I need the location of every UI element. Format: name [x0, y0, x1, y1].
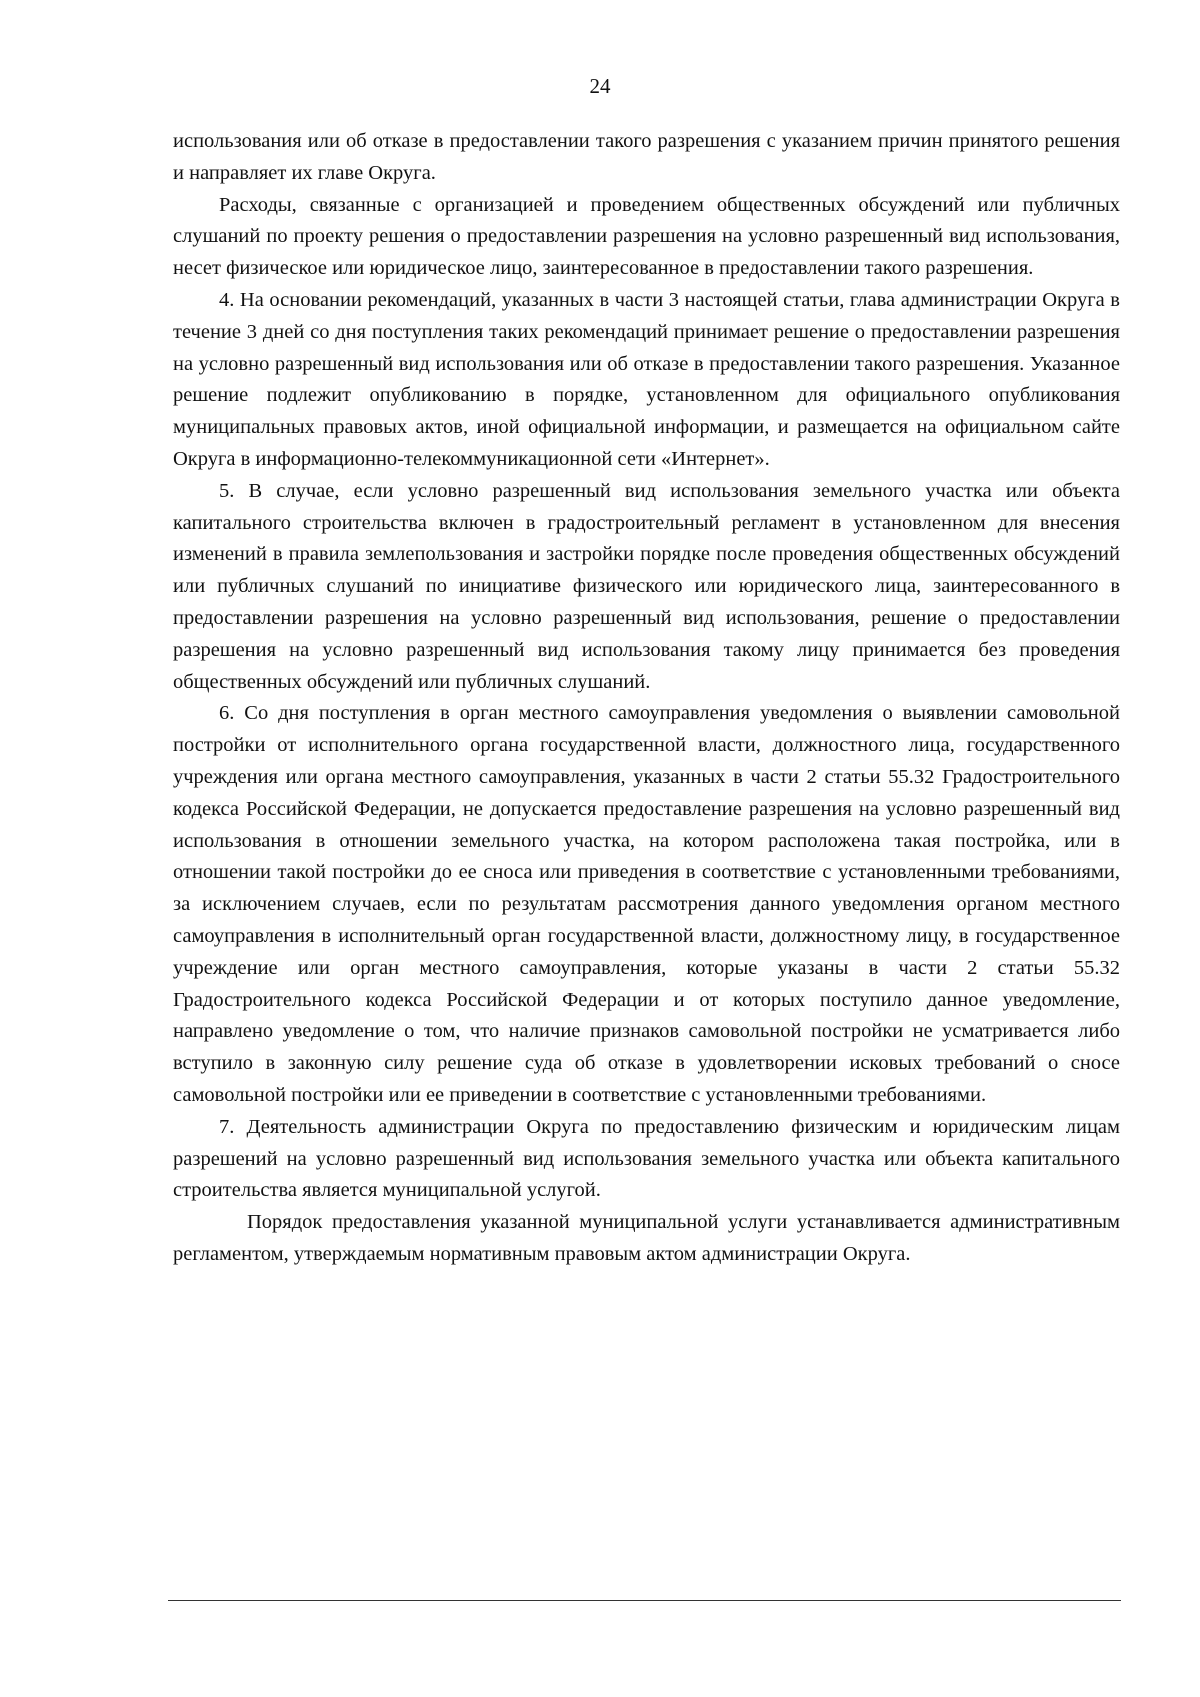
- paragraph-procedure: Порядок предоставления указанной муниципальной услуги устанавливается административным регламентом, утверждаемым нормативным правовым актом администрации Округа.: [173, 1211, 1120, 1265]
- paragraph-item-7: 7. Деятельность администрации Округа по предоставлению физическим и юридическим лицам разрешений на условно разрешенный вид использования земельного участка или объекта капитального строительства является муниципальной услугой.: [173, 1115, 1120, 1202]
- document-body: [173, 126, 1120, 1271]
- page-number: 24: [589, 74, 611, 98]
- footer-divider: [168, 1600, 1121, 1601]
- paragraph-continuation: использования или об отказе в предоставлении такого разрешения с указанием причин принятого решения и направляет их главе Округа.: [173, 130, 1120, 184]
- paragraph-expenses: Расходы, связанные с организацией и проведением общественных обсуждений или публичных слушаний по проекту решения о предоставлении разрешения на условно разрешенный вид использования, несет физическое или юридическое лицо, заинтересованное в предоставлении такого разрешения.: [173, 193, 1120, 280]
- paragraph-item-4: 4. На основании рекомендаций, указанных в части 3 настоящей статьи, глава администрации Округа в течение 3 дней со дня поступления таких рекомендаций принимает решение о предоставлении разрешения на условно разрешенный вид использования или об отказе в предоставлении такого разрешения. Указанное решение подлежит опубликованию в порядке, установленном для официального опубликования муниципальных правовых актов, иной официальной информации, и размещается на официальном сайте Округа в информационно-телекоммуникационной сети «Интернет».: [173, 288, 1120, 470]
- paragraph-item-5: 5. В случае, если условно разрешенный вид использования земельного участка или объекта капитального строительства включен в градостроительный регламент в установленном для внесения изменений в правила землепользования и застройки порядке после проведения общественных обсуждений или публичных слушаний по инициативе физического или юридического лица, заинтересованного в предоставлении разрешения на условно разрешенный вид использования, решение о предоставлении разрешения на условно разрешенный вид использования такому лицу принимается без проведения общественных обсуждений или публичных слушаний.: [173, 479, 1120, 693]
- paragraph-item-6: 6. Со дня поступления в орган местного самоуправления уведомления о выявлении самовольной постройки от исполнительного органа государственной власти, должностного лица, государственного учреждения или органа местного самоуправления, указанных в части 2 статьи 55.32 Градостроительного кодекса Российской Федерации, не допускается предоставление разрешения на условно разрешенный вид использования в отношении земельного участка, на котором расположена такая постройка, или в отношении такой постройки до ее сноса или приведения в соответствие с установленными требованиями, за исключением случаев, если по результатам рассмотрения данного уведомления органом местного самоуправления в исполнительный орган государственной власти, должностному лицу, в государственное учреждение или орган местного самоуправления, которые указаны в части 2 статьи 55.32 Градостроительного кодекса Российской Федерации и от которых поступило данное уведомление, направлено уведомление о том, что наличие признаков самовольной постройки не усматривается либо вступило в законную силу решение суда об отказе в удовлетворении исковых требований о сносе самовольной постройки или ее приведении в соответствие с установленными требованиями.: [173, 702, 1120, 1106]
